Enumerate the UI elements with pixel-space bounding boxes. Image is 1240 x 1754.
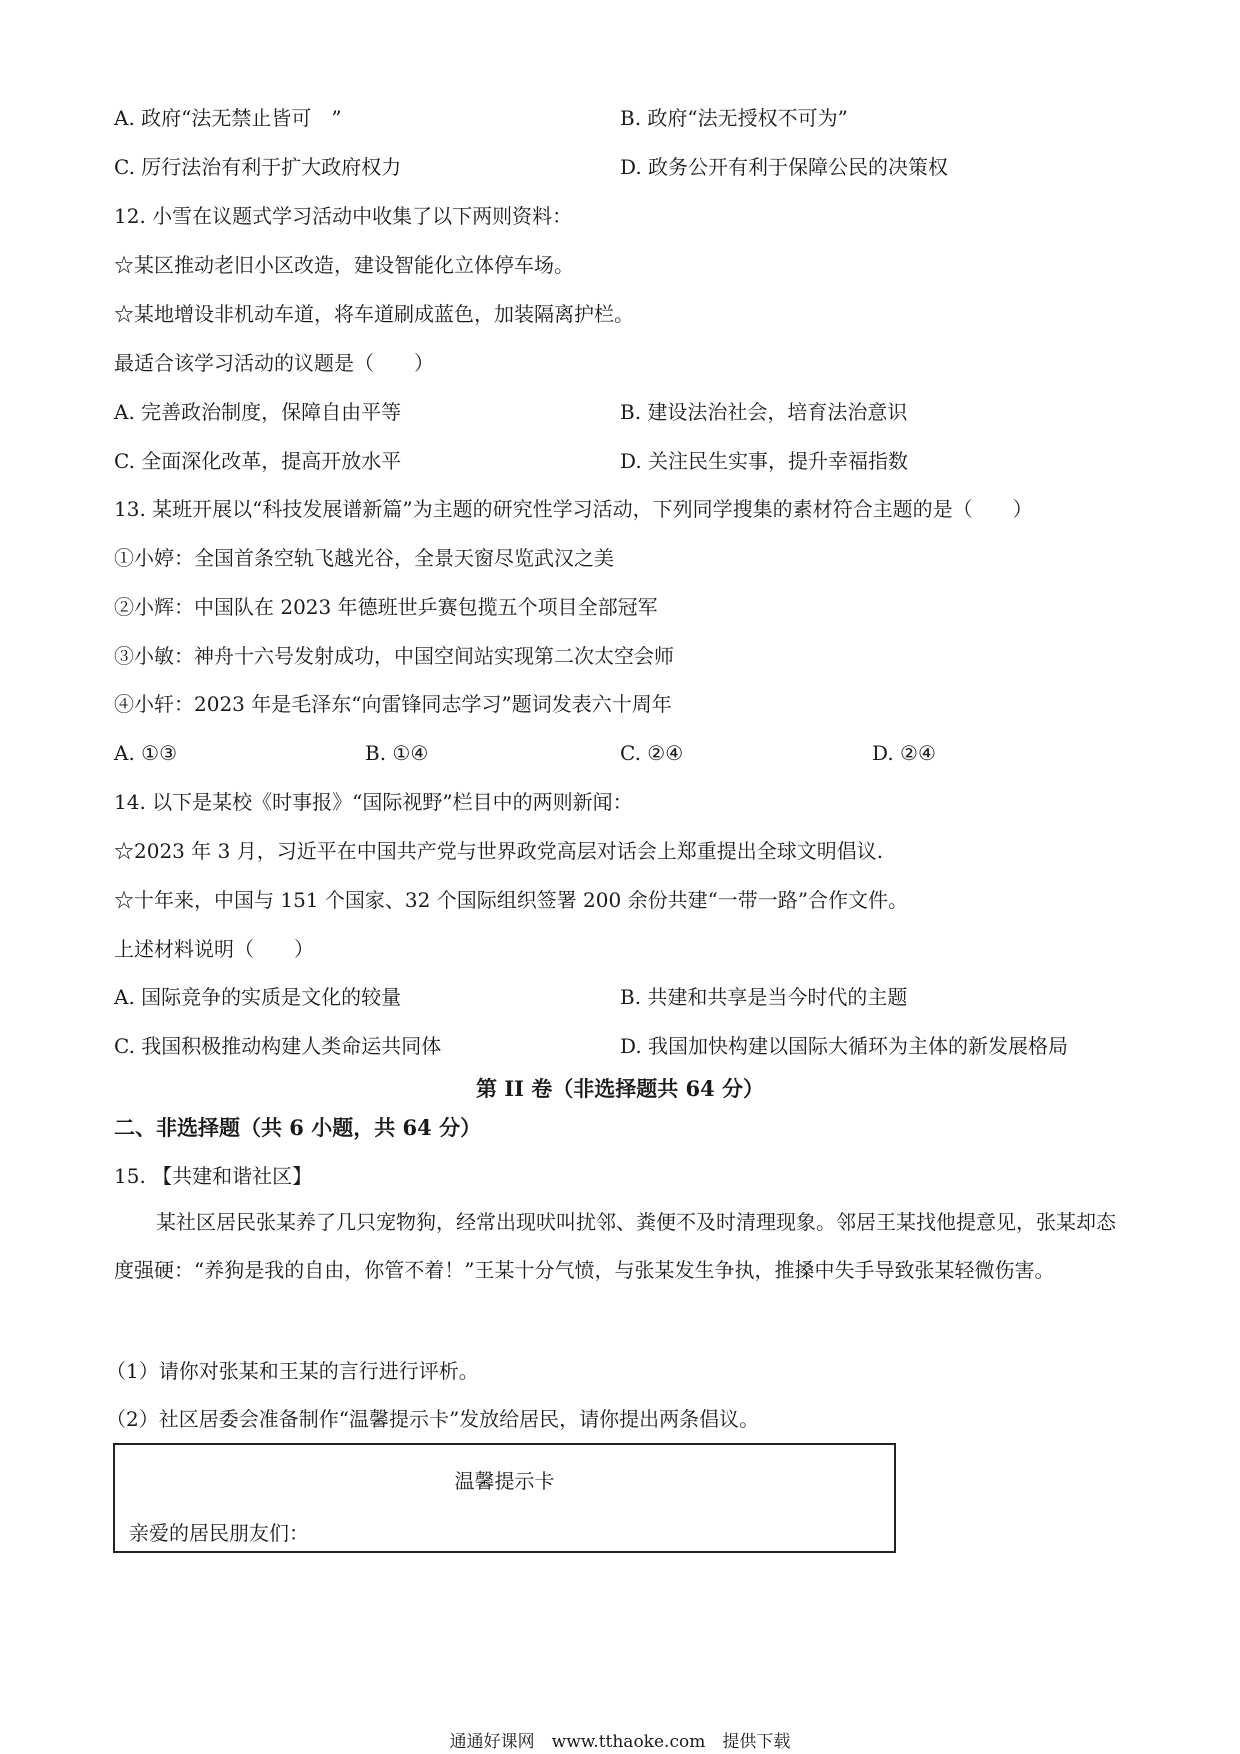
- q14-option-a: A. 国际竞争的实质是文化的较量: [114, 985, 402, 1009]
- q14-option-b: B. 共建和共享是当今时代的主题: [620, 985, 908, 1009]
- q15-sub-question-2: （2）社区居委会准备制作“温馨提示卡”发放给居民，请你提出两条倡议。: [106, 1407, 760, 1431]
- q12-option-b: B. 建设法治社会，培育法治意识: [620, 400, 908, 424]
- q14-option-d: D. 我国加快构建以国际大循环为主体的新发展格局: [620, 1034, 1069, 1058]
- q14-option-c: C. 我国积极推动构建人类命运共同体: [114, 1034, 442, 1058]
- q12-item-1: ☆某区推动老旧小区改造，建设智能化立体停车场。: [114, 253, 574, 277]
- q12-item-2: ☆某地增设非机动车道，将车道刷成蓝色，加装隔离护栏。: [114, 302, 634, 326]
- q13-option-d: D. ②④: [872, 741, 936, 765]
- q13-item-3: ③小敏：神舟十六号发射成功，中国空间站实现第二次太空会师: [114, 644, 674, 668]
- q11-option-a: A. 政府“法无禁止皆可 ”: [114, 106, 342, 130]
- q11-option-c: C. 厉行法治有利于扩大政府权力: [114, 155, 402, 179]
- q13-option-a: A. ①③: [114, 741, 178, 765]
- tip-card-greeting: 亲爱的居民朋友们：: [129, 1521, 309, 1545]
- q14-item-2: ☆十年来，中国与 151 个国家、32 个国际组织签署 200 余份共建“一带一路”合作文件。: [114, 888, 909, 912]
- q12-option-c: C. 全面深化改革，提高开放水平: [114, 449, 402, 473]
- q13-item-2: ②小辉：中国队在 2023 年德班世乒赛包揽五个项目全部冠军: [114, 595, 658, 619]
- q13-item-4: ④小轩：2023 年是毛泽东“向雷锋同志学习”题词发表六十周年: [114, 692, 672, 716]
- q11-option-b: B. 政府“法无授权不可为”: [620, 106, 848, 130]
- part-title: 二、非选择题（共 6 小题，共 64 分）: [114, 1115, 482, 1140]
- q14-stem: 14. 以下是某校《时事报》“国际视野”栏目中的两则新闻：: [114, 790, 633, 814]
- page-footer: 通通好课网 www.tthaoke.com 提供下载: [449, 1732, 791, 1752]
- q13-option-c: C. ②④: [620, 741, 684, 765]
- q14-item-1: ☆2023 年 3 月，习近平在中国共产党与世界政党高层对话会上郑重提出全球文明倡议.: [114, 839, 884, 863]
- q12-option-d: D. 关注民生实事，提升幸福指数: [620, 449, 909, 473]
- q13-stem: 13. 某班开展以“科技发展谱新篇”为主题的研究性学习活动，下列同学搜集的素材符合主题的是（ ）: [114, 497, 1033, 521]
- q15-stem: 15. 【共建和谐社区】: [114, 1164, 313, 1188]
- q15-passage-text: 某社区居民张某养了几只宠物狗，经常出现吠叫扰邻、粪便不及时清理现象。邻居王某找他提意见，张某却态度强硬：“养狗是我的自由，你管不着！”王某十分气愤，与张某发生争执，推搡中失手导致张某轻微伤害。: [114, 1210, 1116, 1282]
- tip-card-title: 温馨提示卡: [454, 1469, 555, 1493]
- q15-passage: [114, 1198, 1126, 1294]
- tip-card: [113, 1443, 896, 1553]
- q15-sub-question-1: （1）请你对张某和王某的言行进行评析。: [106, 1359, 479, 1383]
- q12-question: 最适合该学习活动的议题是（ ）: [114, 351, 434, 375]
- q12-option-a: A. 完善政治制度，保障自由平等: [114, 400, 402, 424]
- q12-stem: 12. 小雪在议题式学习活动中收集了以下两则资料：: [114, 204, 573, 228]
- q14-question: 上述材料说明（ ）: [114, 937, 314, 961]
- volume-title: 第 II 卷（非选择题共 64 分）: [475, 1076, 765, 1101]
- q13-item-1: ①小婷：全国首条空轨飞越光谷，全景天窗尽览武汉之美: [114, 546, 614, 570]
- q11-option-d: D. 政务公开有利于保障公民的决策权: [620, 155, 949, 179]
- q13-option-b: B. ①④: [365, 741, 429, 765]
